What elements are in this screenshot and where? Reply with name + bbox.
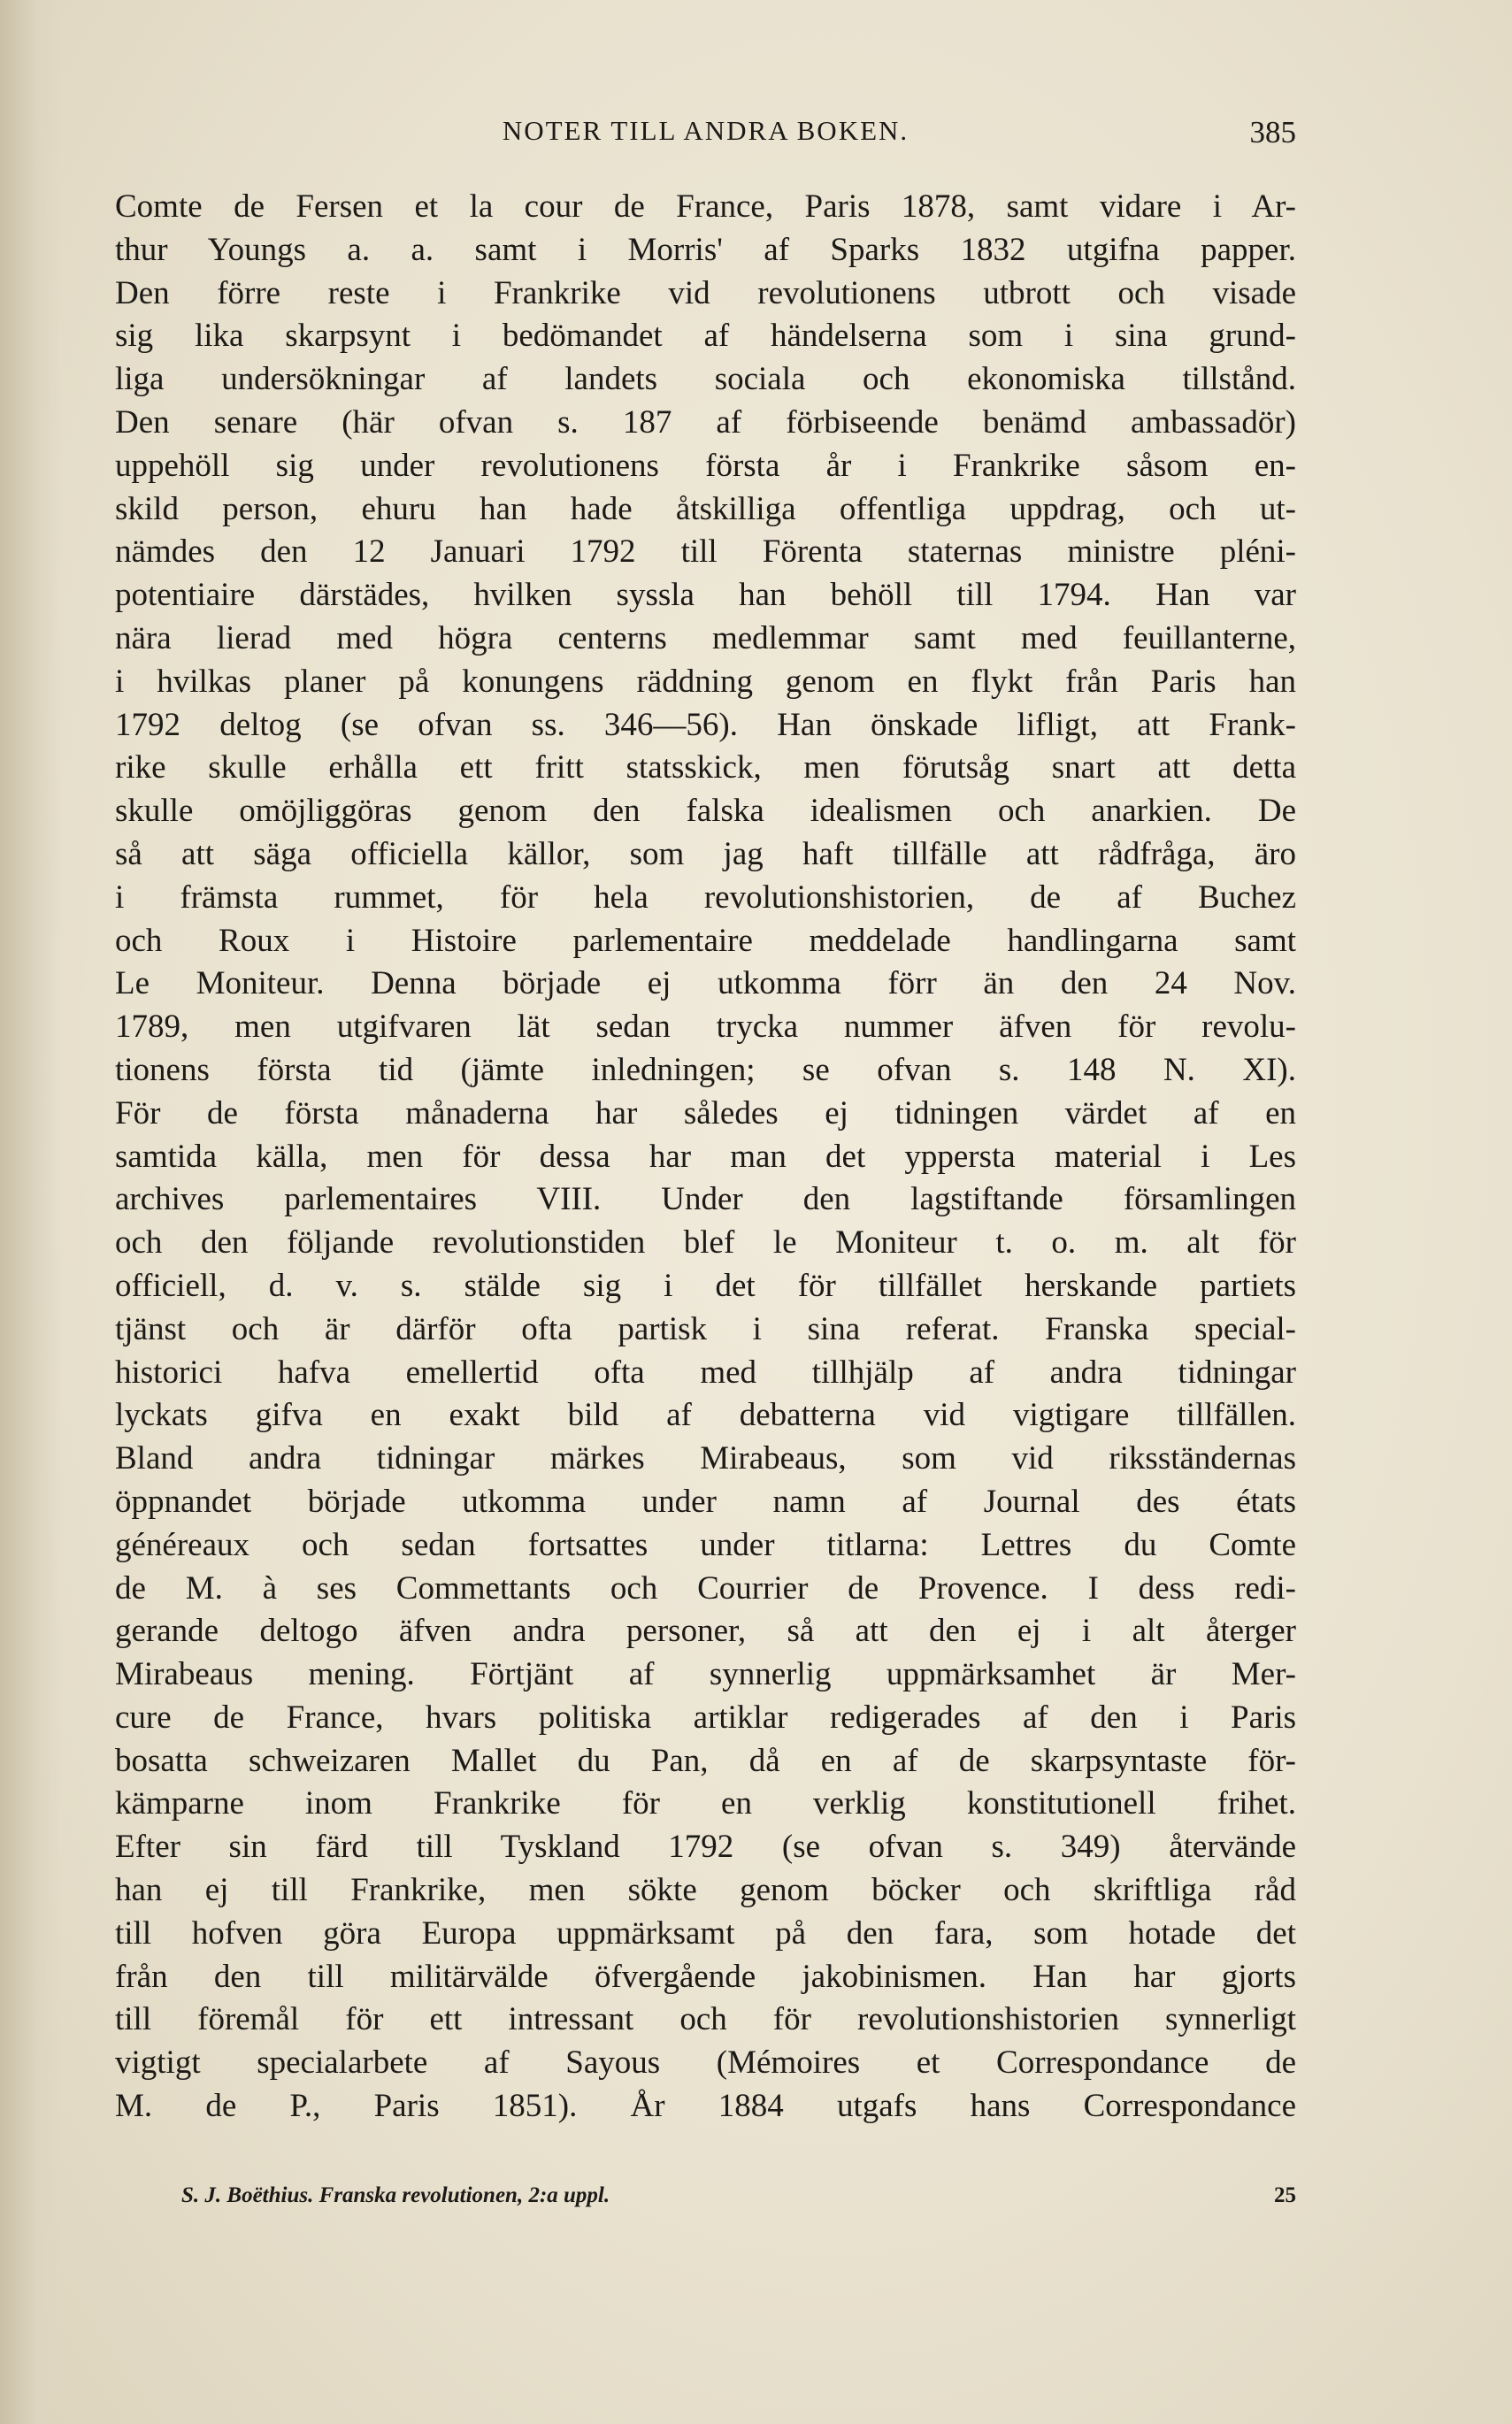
text-line: nämdes den 12 Januari 1792 till Förenta staternas ministre pléni- bbox=[115, 533, 1296, 571]
text-line: cure de France, hvars politiska artiklar redigerades af den i Paris bbox=[115, 1699, 1296, 1736]
text-line: och Roux i Histoire parlementaire meddelade handlingarna samt bbox=[115, 922, 1296, 959]
text-line: officiell, d. v. s. stälde sig i det för tillfället herskande partiets bbox=[115, 1267, 1296, 1304]
text-line: Bland andra tidningar märkes Mirabeaus, som vid riksständernas bbox=[115, 1440, 1296, 1477]
text-line: archives parlementaires VIII. Under den lagstiftande församlingen bbox=[115, 1181, 1296, 1218]
text-line: 1789, men utgifvaren lät sedan trycka nummer äfven för revolu- bbox=[115, 1009, 1296, 1046]
text-line: och den följande revolutionstiden blef le Moniteur t. o. m. alt för bbox=[115, 1224, 1296, 1262]
text-line: sig lika skarpsynt i bedömandet af händelserna som i sina grund- bbox=[115, 318, 1296, 355]
text-line: rike skulle erhålla ett fritt statsskick, men förutsåg snart att detta bbox=[115, 749, 1296, 786]
text-line: vigtigt specialarbete af Sayous (Mémoires et Correspondance de bbox=[115, 2044, 1296, 2082]
running-title: NOTER TILL ANDRA BOKEN. bbox=[502, 115, 910, 146]
notes-body-text bbox=[115, 186, 1296, 2129]
text-line: Le Moniteur. Denna började ej utkomma förr än den 24 Nov. bbox=[115, 965, 1296, 1002]
text-line: potentiaire därstädes, hvilken syssla han behöll till 1794. Han var bbox=[115, 577, 1296, 614]
page-gutter-shadow bbox=[0, 0, 62, 2424]
text-line: tionens första tid (jämte inledningen; se ofvan s. 148 N. XI). bbox=[115, 1051, 1296, 1088]
text-line: Comte de Fersen et la cour de France, Paris 1878, samt vidare i Ar- bbox=[115, 188, 1296, 225]
text-line: till föremål för ett intressant och för revolutionshistorien synnerligt bbox=[115, 2001, 1296, 2038]
text-line: historici hafva emellertid ofta med tillhjälp af andra tidningar bbox=[115, 1354, 1296, 1391]
text-line: liga undersökningar af landets sociala och ekonomiska tillstånd. bbox=[115, 361, 1296, 398]
text-line: gerande deltogo äfven andra personer, så att den ej i alt återger bbox=[115, 1613, 1296, 1650]
text-line: Efter sin färd till Tyskland 1792 (se ofvan s. 349) återvände bbox=[115, 1829, 1296, 1866]
text-line: så att säga officiella källor, som jag haft tillfälle att rådfråga, äro bbox=[115, 835, 1296, 872]
text-line: bosatta schweizaren Mallet du Pan, då en af de skarpsyntaste för- bbox=[115, 1742, 1296, 1779]
text-line: Den förre reste i Frankrike vid revolutionens utbrott och visade bbox=[115, 274, 1296, 311]
text-line: skulle omöjliggöras genom den falska idealismen och anarkien. De bbox=[115, 793, 1296, 830]
text-line: kämparne inom Frankrike för en verklig konstitutionell frihet. bbox=[115, 1785, 1296, 1822]
text-line: Mirabeaus mening. Förtjänt af synnerlig uppmärksamhet är Mer- bbox=[115, 1656, 1296, 1693]
page-number: 385 bbox=[1249, 115, 1296, 150]
text-line: från den till militärvälde öfvergående jakobinismen. Han har gjorts bbox=[115, 1958, 1296, 1995]
text-line: öppnandet började utkomma under namn af Journal des états bbox=[115, 1483, 1296, 1520]
text-line: M. de P., Paris 1851). År 1884 utgafs hans Correspondance bbox=[115, 2088, 1296, 2125]
text-line: i hvilkas planer på konungens räddning genom en flykt från Paris han bbox=[115, 663, 1296, 700]
page-footer bbox=[115, 2183, 1296, 2219]
page-header bbox=[115, 115, 1296, 168]
text-line: uppehöll sig under revolutionens första år i Frankrike såsom en- bbox=[115, 447, 1296, 484]
text-line: Den senare (här ofvan s. 187 af förbiseende benämd ambassadör) bbox=[115, 403, 1296, 441]
text-line: samtida källa, men för dessa har man det yppersta material i Les bbox=[115, 1138, 1296, 1175]
text-line: han ej till Frankrike, men sökte genom böcker och skriftliga råd bbox=[115, 1872, 1296, 1909]
text-line: lyckats gifva en exakt bild af debatterna vid vigtigare tillfällen. bbox=[115, 1397, 1296, 1434]
text-line: till hofven göra Europa uppmärksamt på den fara, som hotade det bbox=[115, 1914, 1296, 1952]
text-line: thur Youngs a. a. samt i Morris' af Sparks 1832 utgifna papper. bbox=[115, 231, 1296, 268]
text-line: nära lierad med högra centerns medlemmar samt med feuillanterne, bbox=[115, 619, 1296, 656]
text-line: i främsta rummet, för hela revolutionshistorien, de af Buchez bbox=[115, 878, 1296, 916]
text-line: 1792 deltog (se ofvan ss. 346—56). Han önskade lifligt, att Frank- bbox=[115, 706, 1296, 743]
text-line: skild person, ehuru han hade åtskilliga offentliga uppdrag, och ut- bbox=[115, 490, 1296, 527]
text-line: tjänst och är därför ofta partisk i sina referat. Franska special- bbox=[115, 1310, 1296, 1347]
signature-line: S. J. Boëthius. Franska revolutionen, 2:a uppl. bbox=[181, 2183, 610, 2207]
text-line: généreaux och sedan fortsattes under titlarna: Lettres du Comte bbox=[115, 1526, 1296, 1563]
text-line: För de första månaderna har således ej tidningen värdet af en bbox=[115, 1094, 1296, 1131]
text-line: de M. à ses Commettants och Courrier de Provence. I dess redi- bbox=[115, 1569, 1296, 1607]
sheet-number: 25 bbox=[1274, 2183, 1296, 2207]
